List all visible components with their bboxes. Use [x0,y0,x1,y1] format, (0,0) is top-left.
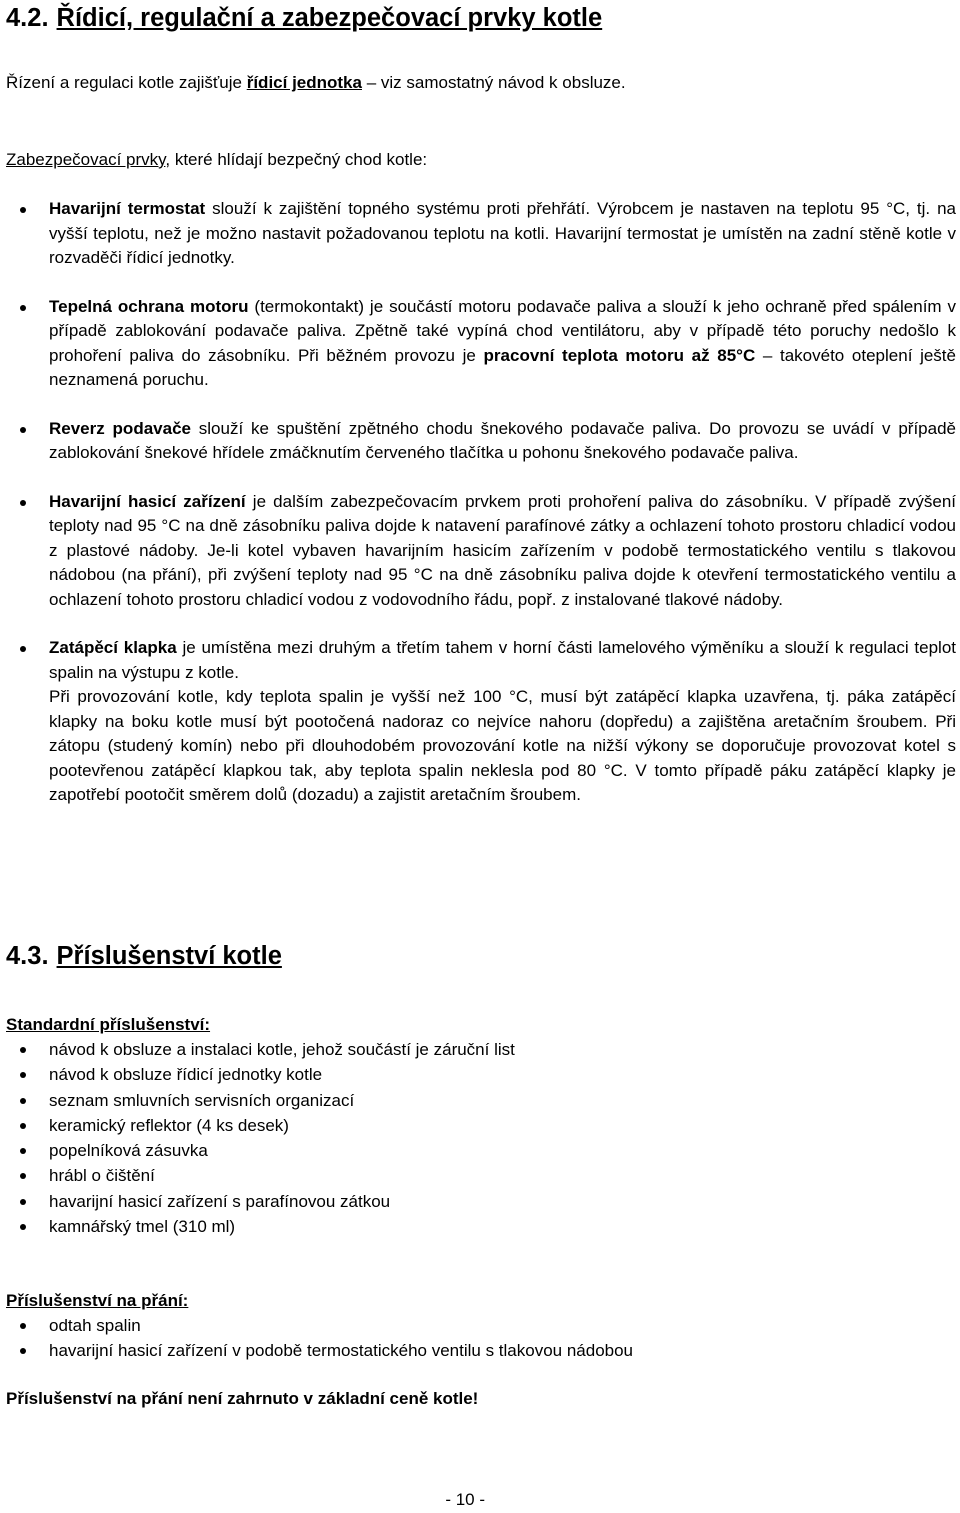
accessories-note: Příslušenství na přání není zahrnuto v základní ceně kotle! [6,1389,479,1408]
list-item: kamnářský tmel (310 ml) [6,1214,956,1239]
page-number: - 10 - [445,1490,485,1509]
section-number: 4.3. [6,942,49,970]
safety-intro: Zabezpečovací prvky, které hlídají bezpečný chod kotle: [6,150,428,169]
control-unit-link: řídicí jednotka [246,73,362,92]
list-item: seznam smluvních servisních organizací [6,1088,956,1113]
list-item: keramický reflektor (4 ks desek) [6,1113,956,1138]
list-item: Havarijní hasicí zařízení je dalším zabezpečovacím prvkem proti prohoření paliva do zásobníku. V případě zvýšení teploty nad 95 °C na dně zásobníku paliva dojde k natavení parafínové zátky a ochlazení tohoto prostoru chladicí vodou z plastové nádoby. Je-li kotel vybaven havarijním hasicím zařízením v podobě termostatického ventilu s tlakovou nádobou (na přání), při zvýšení teploty nad 95 °C na dně zásobníku paliva dojde k otevření termostatického ventilu a ochlazení tohoto prostoru chladicí vodou z vodovodního řádu, popř. z instalované tlakové nádoby. [6,490,956,613]
optional-accessories-heading: Příslušenství na přání: [6,1291,189,1310]
standard-accessories-heading: Standardní příslušenství: [6,1015,211,1034]
section-heading-4-3 [6,940,282,972]
list-item: havarijní hasicí zařízení s parafínovou zátkou [6,1189,956,1214]
list-item: Tepelná ochrana motoru (termokontakt) je součástí motoru podavače paliva a slouží k jeho ochraně před spálením v případě zablokování podavače paliva. Zpětně také vypíná chod ventilátoru, aby v případě této poruchy nedošlo k prohoření paliva do zásobníku. Při běžném provozu je pracovní teplota motoru až 85°C – takovéto oteplení ještě neznamená poruchu. [6,295,956,393]
section-title: Řídicí, regulační a zabezpečovací prvky kotle [56,4,603,32]
list-item: havarijní hasicí zařízení v podobě termostatického ventilu s tlakovou nádobou [6,1338,956,1363]
list-item: popelníková zásuvka [6,1138,956,1163]
optional-accessories-list [6,1313,956,1364]
list-item: návod k obsluze a instalaci kotle, jehož součástí je záruční list [6,1037,956,1062]
safety-elements-label: Zabezpečovací prvky [6,150,166,169]
page-footer [0,1488,960,1513]
safety-elements-list [6,197,956,808]
list-item: Zatápěcí klapka je umístěna mezi druhým a třetím tahem v horní části lamelového výměníku a slouží k regulaci teplot spalin na výstupu z kotle. Při provozování kotle, kdy teplota spalin je vyšší než 100 °C, musí být zatápěcí klapka uzavřena, tj. páka zatápěcí klapky na boku kotle musí být pootočená nadoraz co nejvíce nahoru (dopředu) a zajištěna aretačním šroubem. Při zátopu (studený komín) nebo při dlouhodobém provozování kotle na nižší výkony se doporučuje provozovat kotel s pootevřenou zatápěcí klapkou tak, aby teplota spalin neklesla pod 80 °C. V tomto případě páku zatápěcí klapky je zapotřebí pootočit směrem dolů (dozadu) a zajistit aretačním šroubem. [6,636,956,808]
section-title: Příslušenství kotle [56,942,282,970]
standard-accessories-list [6,1037,956,1239]
section-heading-4-2 [6,2,602,34]
intro-paragraph: Řízení a regulaci kotle zajišťuje řídicí jednotka – viz samostatný návod k obsluze. [6,73,626,92]
list-item: Reverz podavače slouží ke spuštění zpětného chodu šnekového podavače paliva. Do provozu se uvádí v případě zablokování šnekové hřídele zmáčknutím červeného tlačítka u pohonu šnekového podavače paliva. [6,417,956,466]
list-item: hrábl o čištění [6,1163,956,1188]
list-item: návod k obsluze řídicí jednotky kotle [6,1062,956,1087]
list-item: Havarijní termostat slouží k zajištění topného systému proti přehřátí. Výrobcem je nastaven na teplotu 95 °C, tj. na vyšší teplotu, než je možno nastavit požadovanou teplotu na kotli. Havarijní termostat je umístěn na zadní stěně kotle v rozvaděči řídicí jednotky. [6,197,956,271]
section-number: 4.2. [6,4,49,32]
list-item: odtah spalin [6,1313,956,1338]
